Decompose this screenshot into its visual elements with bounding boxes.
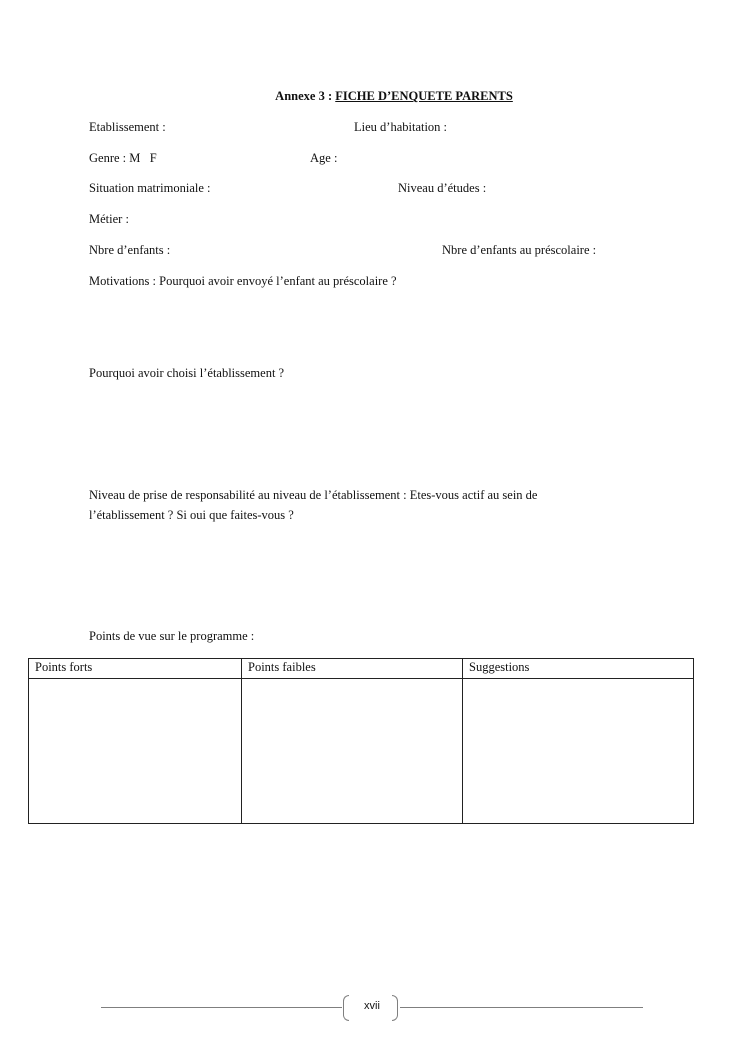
field-situation-matrimoniale: Situation matrimoniale : [89, 181, 211, 195]
footer-brace-right [392, 995, 398, 1021]
annex-label: Annexe 3 : [275, 89, 336, 103]
table-header-row [29, 659, 694, 679]
field-genre: Genre : M F [89, 151, 157, 165]
header-points-forts: Points forts [29, 659, 242, 679]
cell-points-faibles [242, 679, 463, 824]
section-points-de-vue: Points de vue sur le programme : [89, 629, 255, 643]
question-motivations: Motivations : Pourquoi avoir envoyé l’enfant au préscolaire ? [89, 274, 397, 288]
field-age: Age : [310, 151, 338, 165]
footer-rule-right [400, 1007, 643, 1008]
cell-points-forts [29, 679, 242, 824]
field-lieu-habitation: Lieu d’habitation : [354, 120, 448, 134]
question-responsabilite-line-1: Niveau de prise de responsabilité au niveau de l’établissement : Etes-vous actif au sein de [89, 488, 538, 502]
program-feedback-table [28, 658, 694, 824]
footer-rule-left [101, 1007, 342, 1008]
table-row [29, 679, 694, 824]
cell-suggestions [463, 679, 694, 824]
footer-brace-left [343, 995, 349, 1021]
header-suggestions: Suggestions [463, 659, 694, 679]
field-metier: Métier : [89, 212, 129, 226]
field-niveau-etudes: Niveau d’études : [398, 181, 487, 195]
question-choix-etablissement: Pourquoi avoir choisi l’établissement ? [89, 366, 285, 380]
field-etablissement: Etablissement : [89, 120, 166, 134]
field-nbre-enfants: Nbre d’enfants : [89, 243, 171, 257]
form-title [0, 89, 744, 104]
page-number: xvii [364, 1000, 380, 1012]
header-points-faibles: Points faibles [242, 659, 463, 679]
form-heading: FICHE D’ENQUETE PARENTS [335, 89, 513, 103]
question-responsabilite-line-2: l’établissement ? Si oui que faites-vous ? [89, 508, 294, 522]
field-nbre-enfants-prescolaire: Nbre d’enfants au préscolaire : [442, 243, 597, 257]
